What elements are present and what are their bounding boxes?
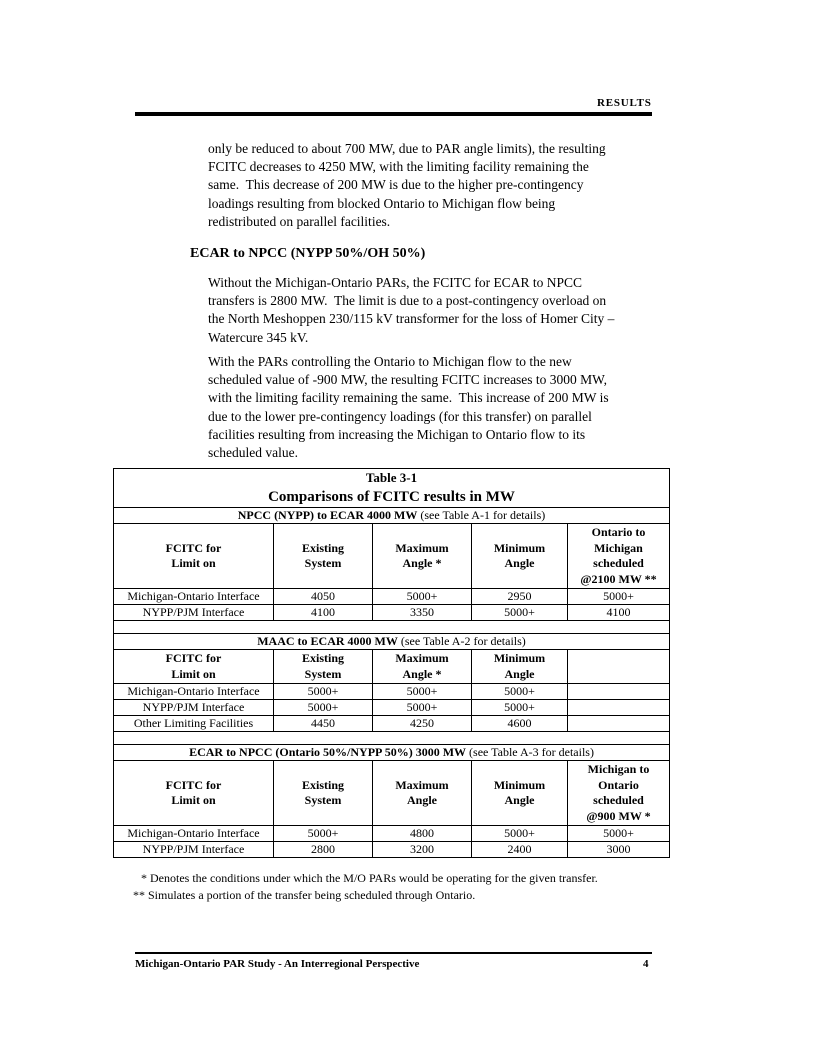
cell-limit-on: NYPP/PJM Interface — [114, 700, 274, 716]
paragraph-continued: only be reduced to about 700 MW, due to PAR angle limits), the resulting FCITC decreases to 4250 MW, with the limiting facility remaining the same. This decrease of 200 MW is due to the higher pre-contingency loadings resulting from blocked Ontario to Michigan flow being redistributed on parallel facilities. — [208, 141, 606, 229]
cell-scheduled: 5000+ — [568, 826, 670, 842]
table-footnotes — [113, 870, 669, 904]
column-header-maximum-angle: Maximum Angle — [373, 761, 472, 826]
cell-scheduled — [568, 716, 670, 732]
column-header-scheduled: Ontario to Michigan scheduled @2100 MW ** — [568, 524, 670, 589]
section-subheading: ECAR to NPCC (NYPP 50%/OH 50%) — [190, 246, 426, 261]
cell-scheduled — [568, 700, 670, 716]
cell-maximum-angle: 4800 — [373, 826, 472, 842]
cell-scheduled: 5000+ — [568, 589, 670, 605]
cell-existing-system: 2800 — [274, 842, 373, 858]
cell-maximum-angle: 5000+ — [373, 589, 472, 605]
section-reference: (see Table A-1 for details) — [420, 508, 546, 522]
footer-rule — [135, 952, 652, 954]
table-caption-row — [114, 469, 670, 508]
cell-existing-system: 5000+ — [274, 700, 373, 716]
table-number: Table 3-1 — [365, 470, 418, 485]
cell-scheduled: 4100 — [568, 605, 670, 621]
section-spacer — [114, 732, 670, 745]
cell-minimum-angle: 5000+ — [472, 826, 568, 842]
section-route: ECAR to NPCC (Ontario 50%/NYPP 50%) 3000 MW — [189, 745, 467, 759]
cell-existing-system: 4100 — [274, 605, 373, 621]
column-header-maximum-angle: Maximum Angle * — [373, 650, 472, 684]
cell-maximum-angle: 3200 — [373, 842, 472, 858]
column-header-row — [114, 524, 670, 589]
column-header-limit-on: FCITC for Limit on — [114, 650, 274, 684]
footnote-single-asterisk: * Denotes the conditions under which the M/O PARs would be operating for the given transfer. — [141, 871, 598, 885]
table-row — [114, 684, 670, 700]
table-row — [114, 716, 670, 732]
cell-minimum-angle: 4600 — [472, 716, 568, 732]
cell-minimum-angle: 5000+ — [472, 684, 568, 700]
column-header-scheduled — [568, 650, 670, 684]
column-header-minimum-angle: Minimum Angle — [472, 761, 568, 826]
cell-minimum-angle: 5000+ — [472, 700, 568, 716]
cell-maximum-angle: 4250 — [373, 716, 472, 732]
column-header-scheduled: Michigan to Ontario scheduled @900 MW * — [568, 761, 670, 826]
column-header-row — [114, 650, 670, 684]
section-label-row — [114, 745, 670, 761]
section-route: NPCC (NYPP) to ECAR 4000 MW — [237, 508, 418, 522]
table-caption — [114, 469, 670, 508]
column-header-limit-on: FCITC for Limit on — [114, 524, 274, 589]
section-label — [114, 745, 670, 761]
column-header-maximum-angle: Maximum Angle * — [373, 524, 472, 589]
cell-maximum-angle: 5000+ — [373, 700, 472, 716]
table-block — [113, 468, 669, 904]
header-rule — [135, 112, 652, 116]
cell-limit-on: NYPP/PJM Interface — [114, 605, 274, 621]
cell-minimum-angle: 2950 — [472, 589, 568, 605]
cell-scheduled: 3000 — [568, 842, 670, 858]
section-route: MAAC to ECAR 4000 MW — [257, 634, 398, 648]
cell-limit-on: NYPP/PJM Interface — [114, 842, 274, 858]
cell-maximum-angle: 5000+ — [373, 684, 472, 700]
paragraph-without-pars: Without the Michigan-Ontario PARs, the FCITC for ECAR to NPCC transfers is 2800 MW. The limit is due to a post-contingency overload on the North Meshoppen 230/115 kV transformer for the loss of Homer City – Watercure 345 kV. — [208, 275, 615, 345]
cell-existing-system: 4450 — [274, 716, 373, 732]
section-spacer-row — [114, 732, 670, 745]
column-header-existing-system: Existing System — [274, 761, 373, 826]
column-header-row — [114, 761, 670, 826]
cell-minimum-angle: 5000+ — [472, 605, 568, 621]
cell-limit-on: Michigan-Ontario Interface — [114, 589, 274, 605]
column-header-existing-system: Existing System — [274, 650, 373, 684]
cell-existing-system: 5000+ — [274, 684, 373, 700]
column-header-existing-system: Existing System — [274, 524, 373, 589]
table-row — [114, 826, 670, 842]
section-reference: (see Table A-2 for details) — [400, 634, 526, 648]
cell-maximum-angle: 3350 — [373, 605, 472, 621]
cell-scheduled — [568, 684, 670, 700]
table-row — [114, 605, 670, 621]
cell-existing-system: 4050 — [274, 589, 373, 605]
section-label-row — [114, 508, 670, 524]
section-spacer-row — [114, 621, 670, 634]
column-header-limit-on: FCITC for Limit on — [114, 761, 274, 826]
page-number: 4 — [643, 958, 649, 970]
cell-existing-system: 5000+ — [274, 826, 373, 842]
table-title: Comparisons of FCITC results in MW — [268, 489, 515, 505]
cell-minimum-angle: 2400 — [472, 842, 568, 858]
cell-limit-on: Michigan-Ontario Interface — [114, 826, 274, 842]
cell-limit-on: Michigan-Ontario Interface — [114, 684, 274, 700]
running-header-label: RESULTS — [597, 97, 652, 109]
section-label — [114, 508, 670, 524]
section-reference: (see Table A-3 for details) — [469, 745, 594, 759]
paragraph-with-pars: With the PARs controlling the Ontario to Michigan flow to the new scheduled value of -900 MW, the resulting FCITC increases to 3000 MW, with the limiting facility remaining the same. This increase of 200 MW is due to the lower pre-contingency loadings (for this transfer) on parallel facilities resulting from increasing the Michigan to Ontario flow to its scheduled value. — [208, 354, 609, 461]
table-row — [114, 842, 670, 858]
table-row — [114, 700, 670, 716]
fcitc-comparison-table — [113, 468, 670, 858]
column-header-minimum-angle: Minimum Angle — [472, 524, 568, 589]
column-header-minimum-angle: Minimum Angle — [472, 650, 568, 684]
cell-limit-on: Other Limiting Facilities — [114, 716, 274, 732]
section-label-row — [114, 634, 670, 650]
footer-document-title: Michigan-Ontario PAR Study - An Interregional Perspective — [135, 958, 420, 970]
section-spacer — [114, 621, 670, 634]
table-row — [114, 589, 670, 605]
section-label — [114, 634, 670, 650]
footnote-double-asterisk: ** Simulates a portion of the transfer being scheduled through Ontario. — [133, 888, 476, 902]
